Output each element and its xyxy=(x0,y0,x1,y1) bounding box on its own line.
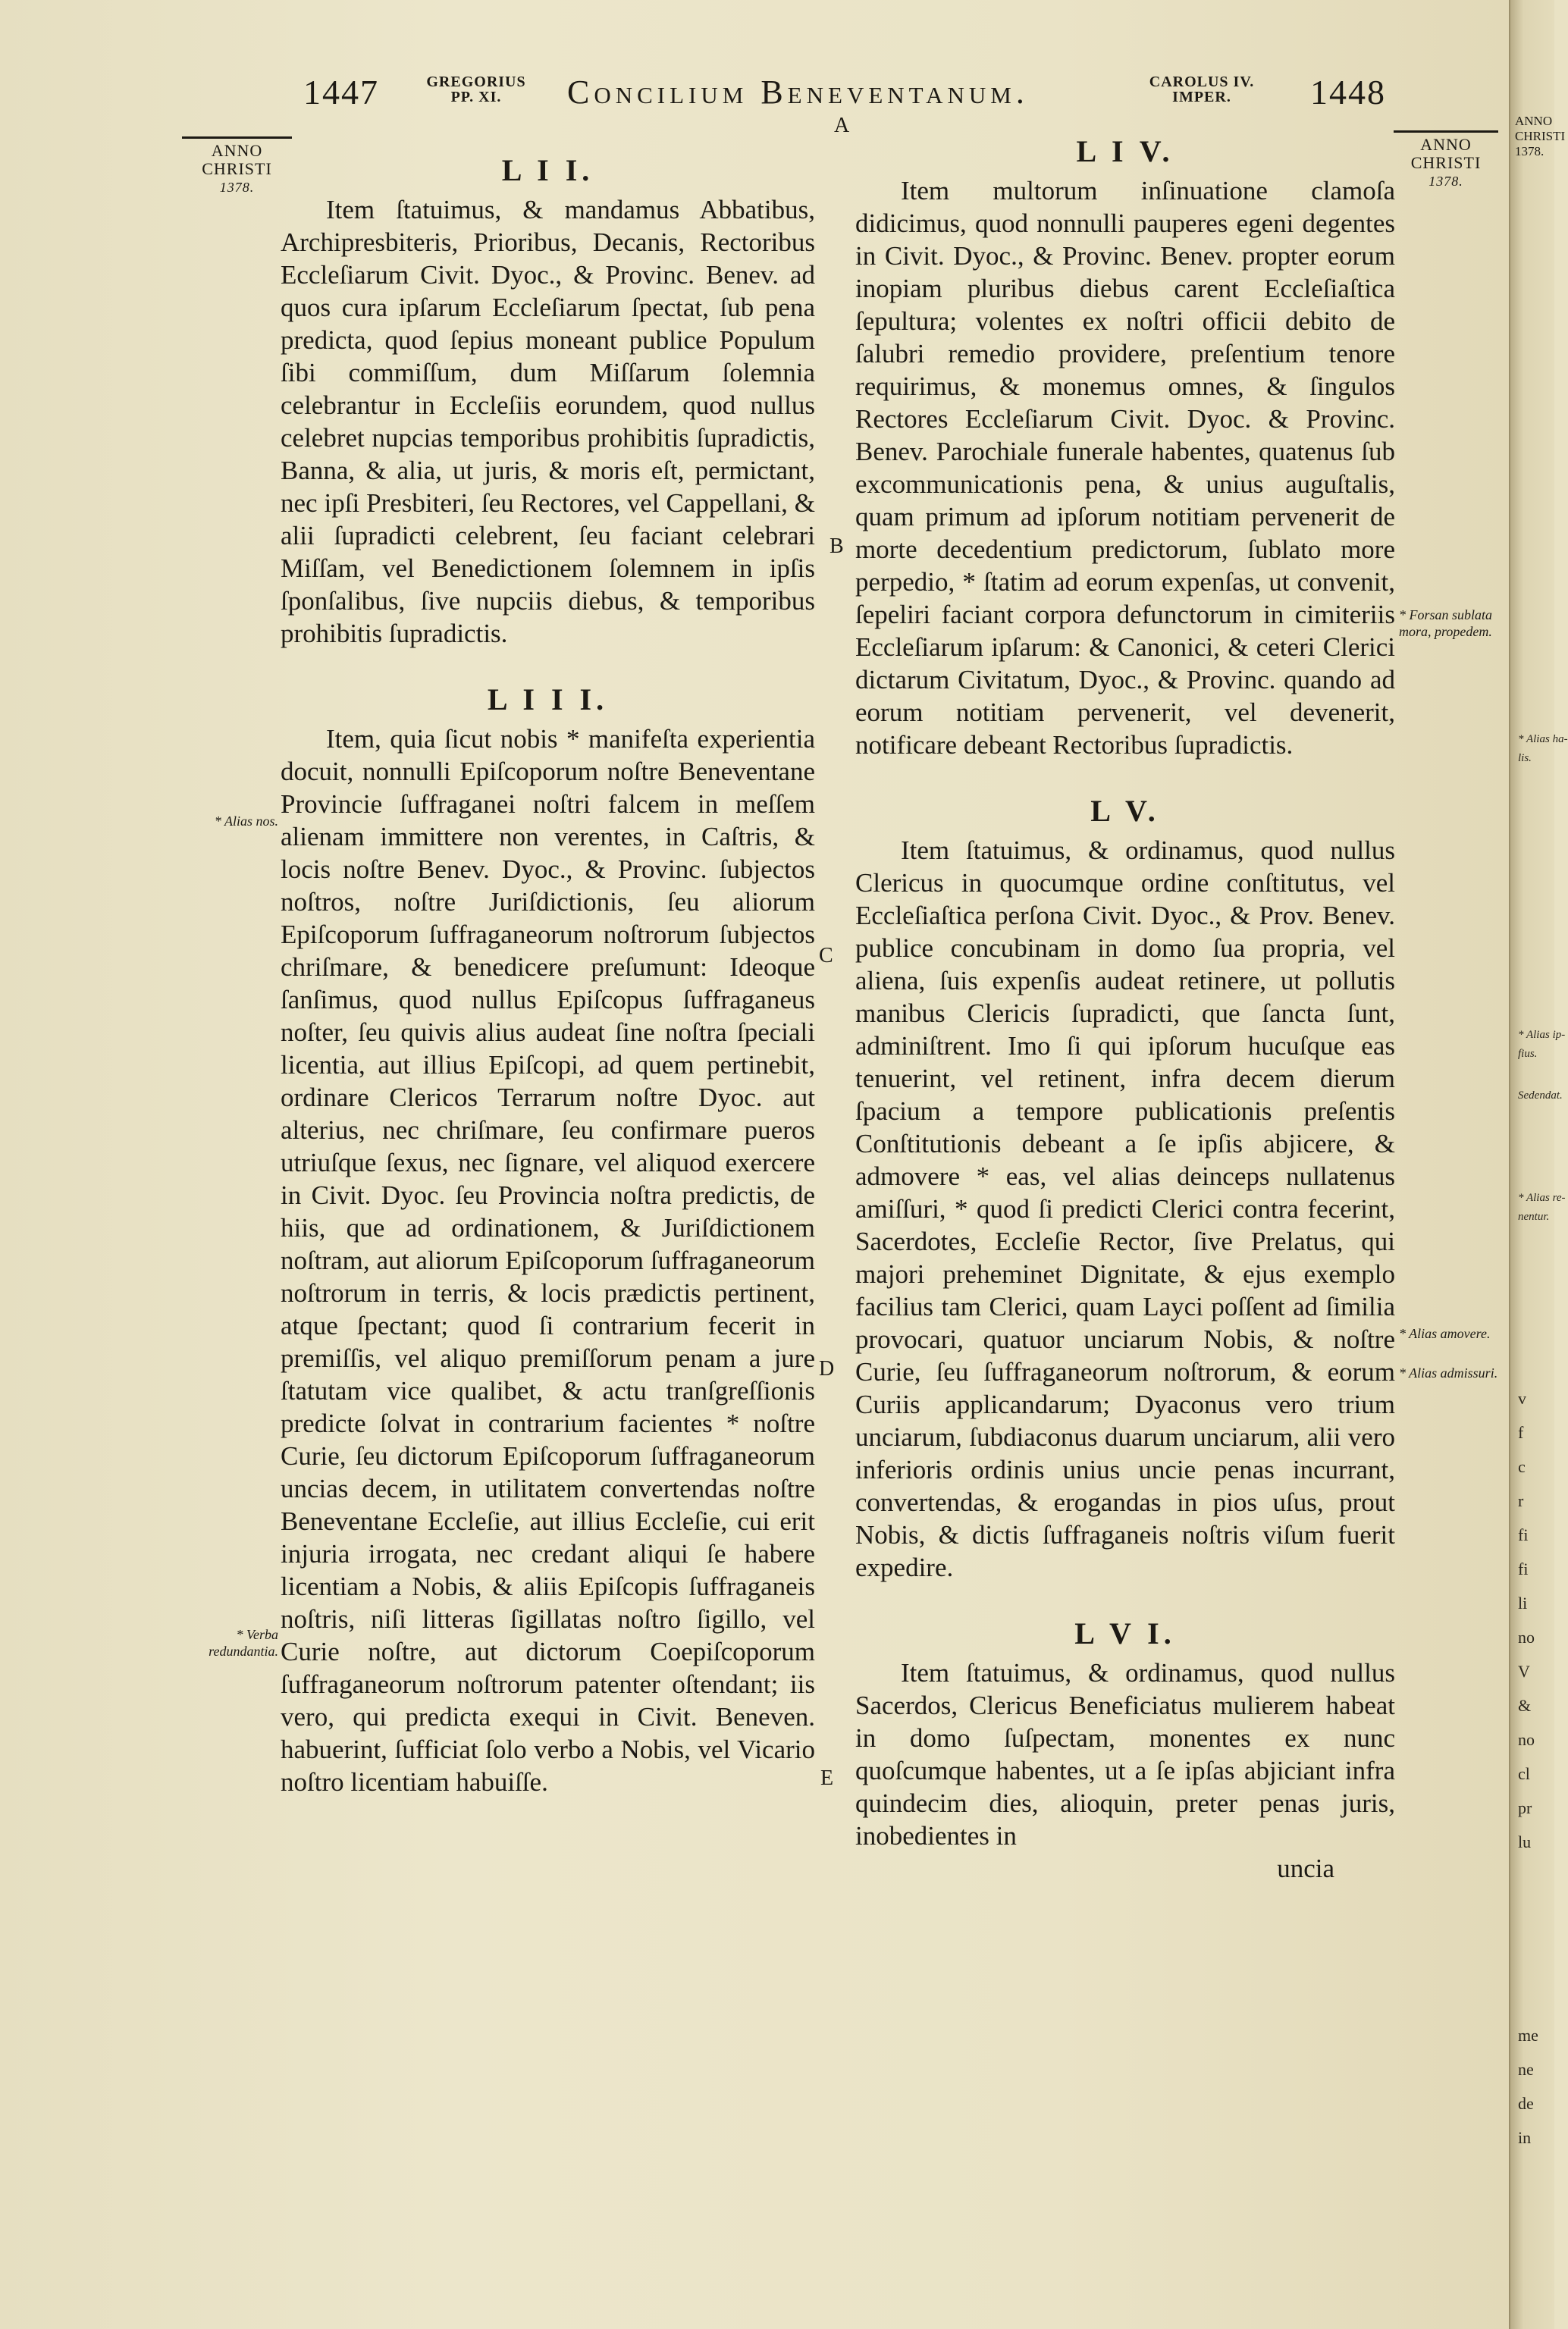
margin-year-left-label: ANNO CHRISTI xyxy=(202,141,272,178)
next-page-fragment: v xyxy=(1518,1389,1526,1408)
next-page-fragment: no xyxy=(1518,1730,1535,1749)
right-column xyxy=(855,129,1395,1885)
next-page-note: fius. xyxy=(1518,1048,1538,1060)
chapter-heading-lii: L I I. xyxy=(501,153,594,187)
next-page-fragment: fi xyxy=(1518,1559,1529,1578)
note-alias-nos: * Alias nos. xyxy=(214,813,278,829)
next-page-fragment: cl xyxy=(1518,1764,1530,1783)
next-page-fragment: li xyxy=(1518,1594,1528,1613)
chapter-liii-text: Item, quia ſicut nobis * manifeſta experientia docuit, nonnulli Epiſcoporum noſtre Beneventane Provincie ſuffraganei noſtri falcem in meſſem alienam immittere non verentes, in Caſtris, & locis noſtre Benev. Dyoc., & Provinc. ſubjectos noſtros, noſtre Juriſdictionis, ſeu aliorum Epiſcoporum ſuffraganeorum noſtrorum ſubjectos chriſmare, & benedicere preſumunt: Ideoque ſanſimus, quod nullus Epiſcopus ſuffraganeus noſter, ſeu quivis alius audeat ſine noſtra ſpeciali licentia, aut illius Epiſcopi, ad quem pertinebit, ordinare Clericos Terrarum noſtre Dyoc. aut alterius, nec chriſmare, ſeu confirmare pueros utriuſque ſexus, nec ſignare, vel aliquod exercere in Civit. Dyoc. ſeu Provincia noſtra predictis, de hiis, que ad ordinationem, & Juriſdictionem noſtram, aut aliorum Epiſcoporum ſuffraganeorum noſtrorum in terris, & locis prædictis pertinent, atque ſpectant; quod ſi contrarium fecerit in premiſſis, vel aliquo premiſſorum penam a jure ſtatutam vice qualibet, & actu tranſgreſſionis predicte ſolvat in contrarium facientes * noſtre Curie, ſeu dictorum Epiſcoporum ſuffraganeorum uncias decem, in utilitatem convertendas noſtre Beneventane Eccleſie, aut illius Eccleſie, cui erit injuria irrogata, nec credant aliqui ſe habere licentiam a Nobis, & aliis Epiſcopis ſuffraganeis noſtris, niſi litteras ſigillatas noſtro ſigillo, vel Curie noſtre, aut dictorum Coepiſcoporum ſuffraganeorum noſtrorum patenter oſtendant; iis vero, qui predicta exequi in Civit. Beneven. habuerint, ſufficiat ſolo verbo a Nobis, vel Vicario noſtro licentiam habuiſſe. xyxy=(281,724,815,1797)
margin-letter-e: E xyxy=(820,1766,834,1790)
note-verba-redundantia: * Verba redundantia. xyxy=(209,1627,278,1659)
next-page-head: ANNO CHRISTI 1378. xyxy=(1515,114,1566,158)
next-page-note: lis. xyxy=(1518,752,1532,764)
margin-year-right xyxy=(1394,130,1498,190)
chapter-lv-text: Item ſtatuimus, & ordinamus, quod nullus Clericus in quocumque ordine conſtitutus, vel Eccleſiaſtica perſona Civit. Dyoc., & Prov. Benev. publice concubinam in domo ſua propria, vel aliena, ſuis expenſis audeat retinere, ut pollutis manibus Clericis ſupradicti, que ſancta ſunt, adminiſtrent. Imo ſi qui ipſorum hucuſque eas tenuerint, vel retinent, infra decem dierum ſpacium a tempore publicationis preſentis Conſtitutionis debeant a ſe ipſis abjicere, & admovere * eas, vel alias deinceps nullatenus amiſſuri, * quod ſi predicti Clerici contra fecerint, Sacerdotes, Eccleſie Rector, ſive Prelatus, qui majori preheminet Dignitate, & ejus exemplo facilius tam Clerici, quam Layci poſſent ad ſimilia provocari, quatuor unciarum Nobis, & noſtre Curie, ſeu ſuffraganeorum noſtrorum, & eorum Curiis applicandarum; Dyaconus vero trium unciarum, ſubdiaconus duarum unciarum, alii vero inferioris ordinis unius uncie penas incurrant, convertendas, & erogandas in pios uſus, prout Nobis, & dictis ſuffraganeis noſtris viſum fuerit expedire. xyxy=(855,835,1395,1582)
chapter-lvi-text: Item ſtatuimus, & ordinamus, quod nullus Sacerdos, Clericus Beneficiatus mulierem habeat in domo ſuſpectam, monentes ex nunc quoſcumque habentes, ut a ſe ipſas abjiciant infra quindecim dies, alioquin, preter penas juris, inobedientes in xyxy=(855,1658,1395,1851)
next-page-note: * Alias re- xyxy=(1518,1192,1566,1204)
left-column xyxy=(281,148,815,1798)
next-page-fragment: ne xyxy=(1518,2060,1534,2079)
note-forsan-sublata-mora: * Forsan sublata mora, propedem. xyxy=(1399,607,1493,639)
margin-year-left-year: 1378. xyxy=(219,180,255,195)
next-page-note: * Alias ha- xyxy=(1518,733,1568,745)
next-page-fragment: V xyxy=(1518,1662,1530,1681)
next-page-fragment: r xyxy=(1518,1491,1524,1510)
margin-letter-b: B xyxy=(829,534,844,558)
next-page-fragment: fi xyxy=(1518,1525,1529,1544)
next-page-edge xyxy=(1509,0,1568,2329)
margin-year-left xyxy=(182,136,292,196)
left-page-number: 1447 xyxy=(303,73,379,111)
next-page-fragment: no xyxy=(1518,1628,1535,1647)
next-page-fragment: lu xyxy=(1518,1832,1532,1851)
next-page-note: nentur. xyxy=(1518,1211,1550,1223)
margin-letter-a: A xyxy=(834,114,850,137)
chapter-heading-lv: L V. xyxy=(1090,794,1160,828)
left-running-head: GREGORIUS PP. XI. xyxy=(426,74,526,105)
chapter-heading-liii: L I I I. xyxy=(487,682,609,716)
next-page-note: Sedendat. xyxy=(1518,1089,1563,1102)
note-alias-amovere: * Alias amovere. xyxy=(1399,1326,1491,1341)
margin-year-right-year: 1378. xyxy=(1428,174,1463,189)
next-page-fragment: c xyxy=(1518,1457,1526,1476)
chapter-lii-text: Item ſtatuimus, & mandamus Abbatibus, Archipresbiteris, Prioribus, Decanis, Rectoribus Eccleſiarum Civit. Dyoc., & Provinc. Benev. ad quos cura ipſarum Eccleſiarum ſpectat, ſub pena predicta, quod ſepius moneant publice Populum ſibi commiſſum, dum Miſſarum ſolemnia celebrantur in Eccleſiis eorundem, quod nullus celebret nupcias temporibus prohibitis ſupradictis, Banna, & alia, ut juris, & moris eſt, permictant, nec ipſi Presbiteri, ſeu Rectores, vel Cappellani, & alii ſupradicti celebrent, ſeu faciant celebrari Miſſam, vel Benedictionem ſolemnem in ipſis ſponſalibus, ſive nupciis diebus, & temporibus prohibitis ſupradictis. xyxy=(281,195,815,648)
margin-letter-d: D xyxy=(819,1357,835,1381)
catchword: uncia xyxy=(1277,1854,1334,1883)
chapter-heading-liv: L I V. xyxy=(1076,134,1174,168)
next-page-fragment: de xyxy=(1518,2094,1534,2113)
next-page-fragment: in xyxy=(1518,2128,1532,2147)
next-page-fragment: f xyxy=(1518,1423,1524,1442)
note-alias-admissuri: * Alias admissuri. xyxy=(1399,1365,1498,1381)
chapter-heading-lvi: L V I. xyxy=(1074,1616,1176,1650)
chapter-liv-text: Item multorum inſinuatione clamoſa didicimus, quod nonnulli pauperes egeni degentes in Civit. Dyoc., & Provinc. Benev. propter eorum inopiam pluribus diebus carent Eccleſiaſtica ſepultura; volentes ex noſtri officii debito de ſalubri remedio providere, preſentium tenore requirimus, & monemus omnes, & ſingulos Rectores Eccleſiarum Civit. Dyoc. & Provinc. Benev. Parochiale funerale habentes, quatenus ſub excommunicationis pena, & unius auguſtalis, quam primum ad ipſorum notitiam pervenerit de morte decedentium predictorum, ſublato more perpedio, * ſtatim ad eorum expenſas, ut convenit, ſepeliri faciant corpora defunctorum in cimiteriis Eccleſiarum ipſarum: & Canonici, & ceteri Clerici dictarum Civitatum, Dyoc., & Provinc. quando ad eorum notitiam pervenerit, vel devenerit, notificare debeant Rectoribus ſupradictis. xyxy=(855,176,1395,760)
next-page-fragment: me xyxy=(1518,2026,1538,2045)
right-page-number: 1448 xyxy=(1310,73,1386,111)
next-page-fragment: & xyxy=(1518,1696,1532,1715)
margin-letter-c: C xyxy=(819,944,833,967)
margin-year-right-label: ANNO CHRISTI xyxy=(1410,135,1482,172)
next-page-note: * Alias ip- xyxy=(1518,1029,1566,1041)
next-page-fragment: pr xyxy=(1518,1798,1532,1817)
right-running-head: CAROLUS IV. IMPER. xyxy=(1149,74,1255,105)
page-title: Concilium Beneventanum. xyxy=(567,74,1029,111)
